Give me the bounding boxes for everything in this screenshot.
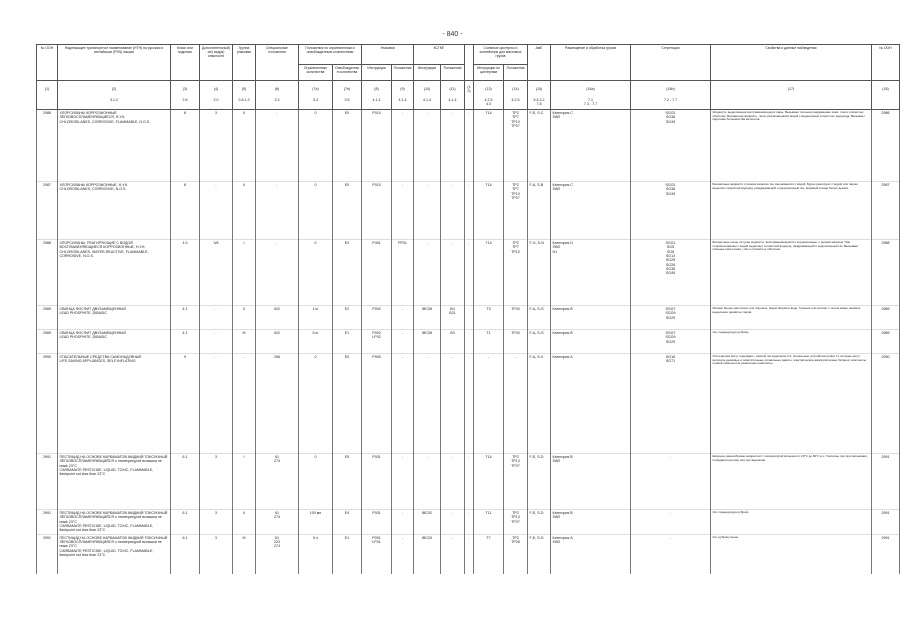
blank-cell: -: [465, 306, 474, 330]
table-row: [37, 454, 900, 510]
tank-prov-cell: TP2 TP28: [504, 534, 528, 574]
segregation-cell: -: [631, 534, 711, 574]
packing-group-cell: III: [233, 330, 256, 354]
un-cell: 2988: [37, 240, 58, 306]
column-code-row: [37, 97, 900, 110]
ibc-instr-cell: -: [414, 182, 441, 240]
excepted-qty-cell: E4: [333, 510, 362, 535]
segregation-cell: -: [631, 510, 711, 535]
column-code: 3.1.2: [58, 97, 171, 110]
properties-cell: См. предыдущую рубрику.: [711, 330, 872, 354]
ibc-instr-cell: IBC08: [414, 330, 441, 354]
column-number: (5): [233, 81, 256, 98]
packing-instr-cell: P010: [362, 182, 392, 240]
ems-cell: F-A, S-V: [528, 354, 551, 454]
blank-cell: -: [465, 454, 474, 510]
tank-prov-cell: TP2 TP7 TP13 TP27: [504, 110, 528, 182]
column-number: (7a): [299, 81, 333, 98]
un-right-cell: 2987: [872, 182, 900, 240]
ems-cell: F-G, S-N: [528, 240, 551, 306]
stowage-cell: Категория C SW2: [551, 182, 631, 240]
subrisk-cell: -: [200, 182, 233, 240]
column-number-row: [37, 81, 900, 98]
un-cell: 2989: [37, 306, 58, 330]
page-number: - 840 -: [442, 31, 463, 38]
table-row: [37, 182, 900, 240]
un-cell: 2991: [37, 510, 58, 535]
column-code: 4.1.4: [392, 97, 414, 110]
un-right-cell: 2991: [872, 454, 900, 510]
column-code: [465, 97, 474, 110]
col-header-ibc-instr: Инструкции: [414, 65, 441, 81]
tank-instr-cell: T1: [474, 330, 504, 354]
ems-cell: F-E, S-C: [528, 110, 551, 182]
special-provisions-cell: 922: [256, 330, 299, 354]
subrisk-cell: -: [200, 306, 233, 330]
ibc-prov-cell: -: [441, 510, 465, 535]
column-number: (2): [58, 81, 171, 98]
ems-cell: F-E, S-D: [528, 454, 551, 510]
column-code: 2.0: [200, 97, 233, 110]
column-number: (16b): [631, 81, 711, 98]
name-cell: СПАСАТЕЛЬНЫЕ СРЕДСТВА САМОНАДУВНЫЕ LIFE-SAVING APPLIANCES, SELF-INFLATING: [58, 354, 171, 454]
ibc-prov-cell: B3: [441, 330, 465, 354]
tank-instr-cell: T14: [474, 454, 504, 510]
column-code: 7.2 - 7.7: [631, 97, 711, 110]
name-cell: ХЛОРСИЛАНЫ КОРРОЗИОННЫЕ ЛЕГКОВОСПЛАМЕНЯЮЩИЕСЯ, Н.У.К. CHLOROSILANES, CORROSIVE, FLAMMABLE, N.O.S.: [58, 110, 171, 182]
col-header-ems: АмЕ: [528, 45, 551, 81]
segregation-cell: SGG1 SG36 SG49: [631, 110, 711, 182]
column-number: (10): [414, 81, 441, 98]
col-header-properties: Свойства и данные наблюдения: [711, 45, 872, 81]
un-cell: 2991: [37, 534, 58, 574]
segregation-cell: SG16 SG71: [631, 354, 711, 454]
col-header-ibc-prov: Положения: [441, 65, 465, 81]
un-right-cell: 2989: [872, 306, 900, 330]
packing-instr-cell: P001: [362, 454, 392, 510]
tank-prov-cell: TP2 TP7 TP13: [504, 240, 528, 306]
properties-cell: Бесцветные жидкости с резким запахом. Не смешиваются с водой. Бурно реагируют с водой или паром, выделяя хлористый водород, раздражающий и коррозионный газ, видимый в виде белых дымов.: [711, 182, 872, 240]
excepted-qty-cell: E0: [333, 240, 362, 306]
special-provisions-cell: 922: [256, 306, 299, 330]
dangerous-goods-table: [36, 44, 900, 574]
column-number: (13): [474, 81, 504, 98]
tank-prov-cell: -: [504, 354, 528, 454]
name-cell: ХЛОРСИЛАНЫ КОРРОЗИОННЫЕ, Н.У.К. CHLOROSILANES, CORROSIVE, N.O.S.: [58, 182, 171, 240]
column-number: (16a): [551, 81, 631, 98]
limited-qty-cell: 0: [299, 110, 333, 182]
class-cell: 6.1: [171, 510, 200, 535]
tank-instr-cell: -: [474, 354, 504, 454]
stowage-cell: Категория B: [551, 330, 631, 354]
packing-prov-cell: PP31: [392, 240, 414, 306]
excepted-qty-cell: E0: [333, 182, 362, 240]
segregation-cell: SGG7 SGG9 SG29: [631, 306, 711, 330]
column-code: 4.1.4: [441, 97, 465, 110]
tank-instr-cell: T14: [474, 182, 504, 240]
table-body: [37, 110, 900, 575]
stowage-cell: Категория B: [551, 306, 631, 330]
column-code: 3.3: [256, 97, 299, 110]
col-header-un: № ООН: [37, 45, 58, 81]
column-number: (3): [171, 81, 200, 98]
excepted-qty-cell: E0: [333, 354, 362, 454]
limited-qty-cell: 100 мл: [299, 510, 333, 535]
column-number: (4): [200, 81, 233, 98]
ibc-prov-cell: -: [441, 454, 465, 510]
ems-cell: F-A, S-G: [528, 306, 551, 330]
blank-cell: -: [465, 330, 474, 354]
limited-qty-cell: 5 кг: [299, 330, 333, 354]
blank-cell: -: [465, 510, 474, 535]
col-header-packagings: Упаковки: [362, 45, 414, 65]
name-cell: СВИНЦА ФОСФИТ ДВУЗАМЕЩЕННЫЙ LEAD PHOSPHITE, DIBASIC: [58, 330, 171, 354]
properties-cell: Бесцветные очень летучие жидкости, воспламеняющиеся и коррозионные, с резким запахом. При соприкосновении с водой выделяют хлористый водород, раздражающий и коррозионный газ. Вызывают сильные ожоги кожи, глаз и слизистых оболочек.: [711, 240, 872, 306]
ibc-instr-cell: IBC08: [414, 306, 441, 330]
col-header-packing-group: Группа упаковки: [233, 45, 256, 81]
ibc-instr-cell: -: [414, 110, 441, 182]
limited-qty-cell: 0: [299, 354, 333, 454]
column-number: (14): [504, 81, 528, 98]
segregation-cell: SGG7 SGG9 SG29: [631, 330, 711, 354]
ibc-prov-cell: B4 B21: [441, 306, 465, 330]
table-row: [37, 330, 900, 354]
special-provisions-cell: -: [256, 110, 299, 182]
packing-instr-cell: P905: [362, 354, 392, 454]
tank-prov-cell: TP2 TP13 TP27: [504, 510, 528, 535]
name-cell: ПЕСТИЦИД НА ОСНОВЕ КАРБАМАТОВ ЖИДКИЙ ТОКСИЧНЫЙ ЛЕГКОВОСПЛАМЕНЯЮЩИЙСЯ с температурой вспышки не ниже 23°С CARBAMATE PESTICIDE, LIQUID, TOXIC, FLAMMABLE, flashpoint not less than 23°C: [58, 454, 171, 510]
packing-group-cell: I: [233, 240, 256, 306]
properties-cell: Мелкие белые кристаллы или порошок. Нерастворим в воде. Горение или контакт с огнем может вызвать выделение ядовитых паров.: [711, 306, 872, 330]
stowage-cell: Категория A SW2: [551, 534, 631, 574]
col-header-blank: [465, 45, 474, 81]
segregation-cell: -: [631, 454, 711, 510]
col-header-tank-prov: Положения: [504, 65, 528, 81]
excepted-qty-cell: E1: [333, 330, 362, 354]
un-right-cell: 2988: [872, 240, 900, 306]
class-cell: 6.1: [171, 534, 200, 574]
column-number: (7b): [333, 81, 362, 98]
subrisk-cell: 3: [200, 454, 233, 510]
packing-group-cell: -: [233, 354, 256, 454]
col-header-pack-instr: Инструкции: [362, 65, 392, 81]
blank-cell: -: [465, 534, 474, 574]
un-cell: 2989: [37, 330, 58, 354]
column-code: 4.1.4: [414, 97, 441, 110]
class-cell: 6.1: [171, 454, 200, 510]
column-code: 2.8.1.3: [233, 97, 256, 110]
special-provisions-cell: 61 274: [256, 454, 299, 510]
packing-group-cell: II: [233, 306, 256, 330]
packing-group-cell: I: [233, 454, 256, 510]
excepted-qty-cell: E5: [333, 454, 362, 510]
ibc-instr-cell: IBC03: [414, 534, 441, 574]
packing-prov-cell: -: [392, 534, 414, 574]
stowage-cell: Категория C SW2: [551, 110, 631, 182]
subrisk-cell: -: [200, 354, 233, 454]
class-cell: 4.3: [171, 240, 200, 306]
special-provisions-cell: 296: [256, 354, 299, 454]
column-code: 3.4: [299, 97, 333, 110]
col-header-tank-instr: Инструкции по цистернам: [474, 65, 504, 81]
packing-instr-cell: P010: [362, 110, 392, 182]
packing-instr-cell: P001 LP01: [362, 534, 392, 574]
tank-prov-cell: TP2 TP7 TP13 TP27: [504, 182, 528, 240]
stowage-cell: Категория A: [551, 354, 631, 454]
limited-qty-cell: 0: [299, 182, 333, 240]
un-cell: 2991: [37, 454, 58, 510]
tank-instr-cell: T3: [474, 306, 504, 330]
tank-prov-cell: TP2 TP13 TP27: [504, 454, 528, 510]
ems-cell: F-A, S-G: [528, 330, 551, 354]
col-header-un-right: № ООН: [872, 45, 900, 81]
table-row: [37, 534, 900, 574]
packing-instr-cell: P002 LP02: [362, 330, 392, 354]
packing-group-cell: II: [233, 510, 256, 535]
column-code: 5.4.3.2 7.8: [528, 97, 551, 110]
ibc-prov-cell: -: [441, 534, 465, 574]
ibc-instr-cell: -: [414, 354, 441, 454]
col-header-pack-prov: Положения: [392, 65, 414, 81]
packing-prov-cell: -: [392, 306, 414, 330]
subrisk-cell: 3: [200, 534, 233, 574]
subrisk-cell: 3: [200, 110, 233, 182]
ibc-prov-cell: -: [441, 354, 465, 454]
column-number: (17): [711, 81, 872, 98]
ibc-instr-cell: -: [414, 240, 441, 306]
tank-prov-cell: TP33: [504, 330, 528, 354]
name-cell: ПЕСТИЦИД НА ОСНОВЕ КАРБАМАТОВ ЖИДКИЙ ТОКСИЧНЫЙ ЛЕГКОВОСПЛАМЕНЯЮЩИЙСЯ с температурой вспышки не ниже 23°С CARBAMATE PESTICIDE, LIQUID, TOXIC, FLAMMABLE, flashpoint not less than 23°C: [58, 534, 171, 574]
col-header-excepted: Освобожденные количества: [333, 65, 362, 81]
stowage-cell: Категория B SW2: [551, 454, 631, 510]
name-cell: СВИНЦА ФОСФИТ ДВУЗАМЕЩЕННЫЙ LEAD PHOSPHITE, DIBASIC: [58, 306, 171, 330]
table-row: [37, 110, 900, 182]
subrisk-cell: 3/8: [200, 240, 233, 306]
tank-instr-cell: T14: [474, 110, 504, 182]
table-row: [37, 240, 900, 306]
column-number: (11): [441, 81, 465, 98]
header-row: [37, 45, 900, 65]
segregation-cell: SGG1 SG5 SG8 SG13 SG25 SG26 SG36 SG49: [631, 240, 711, 306]
un-right-cell: 2990: [872, 354, 900, 454]
un-right-cell: 2986: [872, 110, 900, 182]
ems-cell: F-E, S-D: [528, 534, 551, 574]
un-right-cell: 2989: [872, 330, 900, 354]
packing-group-cell: II: [233, 110, 256, 182]
column-number: (9): [392, 81, 414, 98]
limited-qty-cell: 0: [299, 454, 333, 510]
properties-cell: См. предыдущую рубрику.: [711, 510, 872, 535]
excepted-qty-cell: E0: [333, 110, 362, 182]
packing-group-cell: II: [233, 182, 256, 240]
col-header-segregation: Сегрегация: [631, 45, 711, 81]
tank-instr-cell: T14: [474, 240, 504, 306]
col-header-stowage: Размещение и обработка грузов: [551, 45, 631, 81]
tank-prov-cell: TP33: [504, 306, 528, 330]
column-code: 2.8: [171, 97, 200, 110]
special-provisions-cell: 61 223 274: [256, 534, 299, 574]
packing-prov-cell: -: [392, 182, 414, 240]
stowage-cell: Категория B SW2: [551, 510, 631, 535]
limited-qty-cell: 5 л: [299, 534, 333, 574]
column-code: [37, 97, 58, 110]
segregation-cell: SGG1 SG36 SG49: [631, 182, 711, 240]
packing-prov-cell: -: [392, 330, 414, 354]
special-provisions-cell: -: [256, 182, 299, 240]
special-provisions-cell: -: [256, 240, 299, 306]
un-cell: 2987: [37, 182, 58, 240]
table-row: [37, 354, 900, 454]
packing-instr-cell: P002: [362, 306, 392, 330]
properties-cell: Жидкости, выделяющие воспламеняющиеся пары. Вызывают сильное раздражение кожи, глаз и слизистых оболочек. Бесцветная жидкость, легко разлагающаяся водой с выделением хлористого водорода. Вызывает коррозию большинства металлов.: [711, 110, 872, 182]
ibc-instr-cell: -: [414, 454, 441, 510]
limited-qty-cell: 1 кг: [299, 306, 333, 330]
col-header-ibc: КСГМГ: [414, 45, 465, 65]
properties-cell: См. рубрику выше.: [711, 534, 872, 574]
packing-prov-cell: -: [392, 110, 414, 182]
col-header-limited: Ограниченные количества: [299, 65, 333, 81]
column-code: [711, 97, 872, 110]
packing-prov-cell: -: [392, 354, 414, 454]
class-cell: 8: [171, 182, 200, 240]
ems-cell: F-A, S-B: [528, 182, 551, 240]
blank-cell: -: [465, 354, 474, 454]
tank-instr-cell: T7: [474, 534, 504, 574]
ibc-prov-cell: -: [441, 110, 465, 182]
packing-group-cell: III: [233, 534, 256, 574]
column-number: (18): [872, 81, 900, 98]
name-cell: ПЕСТИЦИД НА ОСНОВЕ КАРБАМАТОВ ЖИДКИЙ ТОКСИЧНЫЙ ЛЕГКОВОСПЛАМЕНЯЮЩИЙСЯ с температурой вспышки не ниже 23°С CARBAMATE PESTICIDE, LIQUID, TOXIC, FLAMMABLE, flashpoint not less than 23°C: [58, 510, 171, 535]
col-header-quantities: Положения по ограниченным и освобожденным количествам: [299, 45, 362, 65]
excepted-qty-cell: E2: [333, 306, 362, 330]
col-header-tanks: Съемные цистерны и контейнеры для массовых грузов: [474, 45, 528, 65]
class-cell: 4.1: [171, 330, 200, 354]
tank-instr-cell: T11: [474, 510, 504, 535]
table-row: [37, 306, 900, 330]
ibc-prov-cell: -: [441, 240, 465, 306]
packing-instr-cell: P001: [362, 510, 392, 535]
column-code: [872, 97, 900, 110]
column-number: (1): [37, 81, 58, 98]
col-header-class: Класс или подкласс: [171, 45, 200, 81]
column-code: 7.1 7.3 - 7.7: [551, 97, 631, 110]
ems-cell: F-E, S-D: [528, 510, 551, 535]
un-cell: 2990: [37, 354, 58, 454]
col-header-subrisk: Дополнительный(ые) вид(ы) опасности: [200, 45, 233, 81]
class-cell: 4.1: [171, 306, 200, 330]
class-cell: 9: [171, 354, 200, 454]
table-row: [37, 510, 900, 535]
column-number: (15): [528, 81, 551, 98]
un-right-cell: 2991: [872, 510, 900, 535]
column-code: 4.1.4: [362, 97, 392, 110]
properties-cell: Эти изделия могут содержать: сжатый газ подкласса 2.2; сигнальные устройства (класс 1), которые могут включать дымовые и осветительные сигнальные ракеты; электрические аккумуляторные батареи; комплекты первой помощи или ремонтные комплекты.: [711, 354, 872, 454]
blank-cell: -: [465, 182, 474, 240]
column-number: (6): [256, 81, 299, 98]
column-code: 4.2.5: [504, 97, 528, 110]
limited-qty-cell: 0: [299, 240, 333, 306]
properties-cell: Широкое разнообразие жидкостей с температурой вспышки от 23°С до 60°С в.с. Токсичны при проглатывании, попадании на кожу или при вдыхании.: [711, 454, 872, 510]
special-provisions-cell: 61 274: [256, 510, 299, 535]
column-number: (8): [362, 81, 392, 98]
column-number: (12): [465, 81, 474, 98]
blank-cell: -: [465, 240, 474, 306]
un-right-cell: 2991: [872, 534, 900, 574]
packing-prov-cell: -: [392, 510, 414, 535]
column-code: 3.5: [333, 97, 362, 110]
subrisk-cell: -: [200, 330, 233, 354]
name-cell: ХЛОРСИЛАНЫ, РЕАГИРУЮЩИЕ С ВОДОЙ ВОСПЛАМЕНЯЮЩИЕСЯ КОРРОЗИОННЫЕ, Н.У.К. CHLOROSILANES, WATER-REACTIVE, FLAMMABLE, CORROSIVE, N.O.S.: [58, 240, 171, 306]
packing-instr-cell: P401: [362, 240, 392, 306]
ibc-prov-cell: -: [441, 182, 465, 240]
column-code: 4.2.5 4.3: [474, 97, 504, 110]
subrisk-cell: 3: [200, 510, 233, 535]
col-header-name: Надлежащее транспортное наименование (НТН) на русском и английском (PSN) языках: [58, 45, 171, 81]
ibc-instr-cell: IBC02: [414, 510, 441, 535]
blank-cell: -: [465, 110, 474, 182]
un-cell: 2986: [37, 110, 58, 182]
class-cell: 8: [171, 110, 200, 182]
excepted-qty-cell: E1: [333, 534, 362, 574]
stowage-cell: Категория D SW2 H1: [551, 240, 631, 306]
packing-prov-cell: -: [392, 454, 414, 510]
col-header-special-provisions: Специальные положения: [256, 45, 299, 81]
